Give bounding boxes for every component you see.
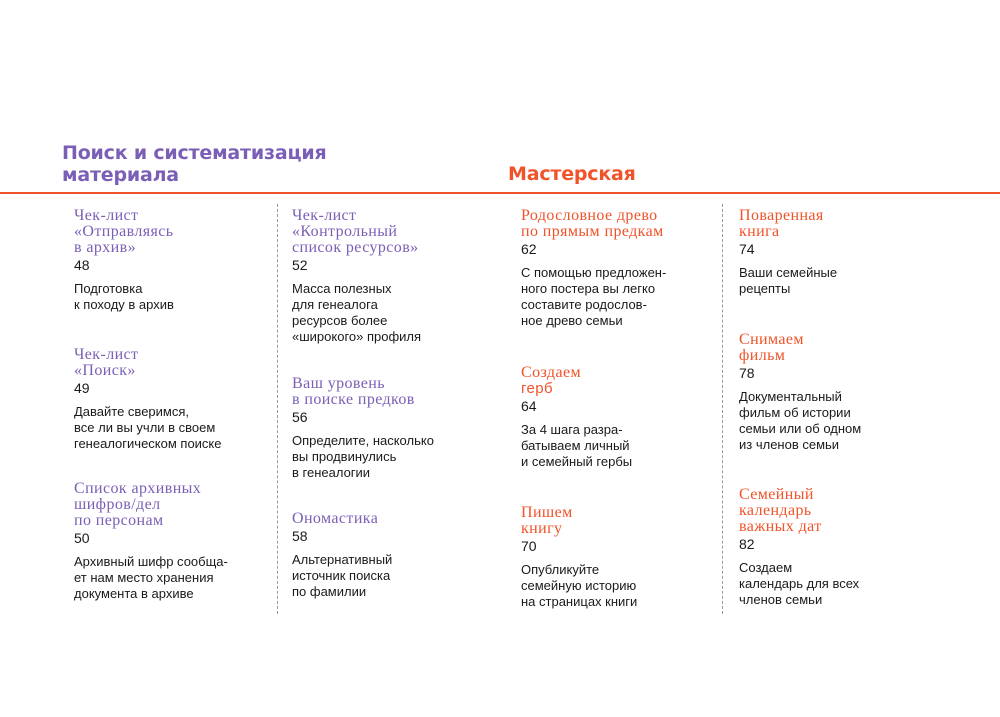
entry-page-number: 52 bbox=[292, 257, 308, 273]
entry-title: Пишем книгу bbox=[521, 504, 573, 537]
toc-entry[interactable] bbox=[739, 208, 934, 332]
entry-page-number: 49 bbox=[74, 380, 90, 396]
entry-page-number: 48 bbox=[74, 257, 90, 273]
entry-title: Поваренная книга bbox=[739, 207, 824, 240]
entry-description: Архивный шифр сообща- ет нам место хранения документа в архиве bbox=[74, 554, 228, 601]
toc-entry[interactable] bbox=[292, 511, 487, 600]
entry-page-number: 70 bbox=[521, 538, 537, 554]
entry-page-number: 50 bbox=[74, 530, 90, 546]
toc-entry[interactable] bbox=[739, 332, 934, 487]
entry-description: Масса полезных для генеалога ресурсов более «широкого» профиля bbox=[292, 281, 422, 344]
toc-entry[interactable] bbox=[521, 365, 716, 505]
entry-description: Альтернативный источник поиска по фамилии bbox=[292, 552, 393, 599]
entry-description: За 4 шага разра- батываем личный и семейный гербы bbox=[521, 422, 633, 469]
entry-title: Ваш уровень в поиске предков bbox=[292, 375, 415, 408]
entry-title: Снимаем фильм bbox=[739, 331, 804, 364]
entry-title: Список архивных шифров/дел по персонам bbox=[74, 480, 202, 529]
toc-entry[interactable] bbox=[74, 347, 269, 481]
entry-title: Создаем bbox=[521, 364, 581, 381]
toc-column-2 bbox=[292, 208, 487, 600]
section-title-workshop: Мастерская bbox=[508, 163, 636, 185]
column-separator bbox=[277, 204, 278, 614]
toc-column-3 bbox=[521, 208, 716, 610]
entry-description: Подготовка к походу в архив bbox=[74, 281, 174, 312]
entry-title: Чек-лист «Поиск» bbox=[74, 346, 139, 379]
entry-page-number: 74 bbox=[739, 241, 755, 257]
toc-entry[interactable] bbox=[739, 487, 934, 608]
entry-description: Опубликуйте семейную историю на страницах книги bbox=[521, 562, 638, 609]
entry-title: Ономастика bbox=[292, 510, 379, 527]
section-title-search: Поиск и систематизация материала bbox=[62, 142, 327, 186]
entry-page-number: 82 bbox=[739, 536, 755, 552]
toc-entry[interactable] bbox=[74, 208, 269, 347]
entry-description: Определите, насколько вы продвинулись в генеалогии bbox=[292, 433, 434, 480]
entry-page-number: 62 bbox=[521, 241, 537, 257]
entry-description: Создаем календарь для всех членов семьи bbox=[739, 560, 860, 607]
entry-page-number: 58 bbox=[292, 528, 308, 544]
entry-page-number: 56 bbox=[292, 409, 308, 425]
toc-column-4 bbox=[739, 208, 934, 608]
toc-entry[interactable] bbox=[292, 208, 487, 376]
entry-description: Ваши семейные рецепты bbox=[739, 265, 838, 296]
toc-entry[interactable] bbox=[292, 376, 487, 511]
toc-entry[interactable] bbox=[521, 505, 716, 610]
toc-entry[interactable] bbox=[74, 481, 269, 602]
entry-page-number: 78 bbox=[739, 365, 755, 381]
entry-title: Чек-лист «Контрольный список ресурсов» bbox=[292, 207, 419, 256]
toc-entry[interactable] bbox=[521, 208, 716, 365]
toc-column-1 bbox=[74, 208, 269, 602]
entry-title: Семейный календарь важных дат bbox=[739, 486, 822, 535]
entry-page-number: 64 bbox=[521, 398, 537, 414]
entry-description: Давайте сверимся, все ли вы учли в своем генеалогическом поиске bbox=[74, 404, 222, 451]
entry-title: Чек-лист «Отправляясь в архив» bbox=[74, 207, 174, 256]
entry-description: С помощью предложен- ного постера вы легко составите родослов- ное древо семьи bbox=[521, 265, 667, 328]
entry-title: Родословное древо по прямым предкам bbox=[521, 207, 664, 240]
section-divider bbox=[0, 192, 1000, 194]
entry-subtitle: герб bbox=[521, 380, 554, 397]
column-separator bbox=[722, 204, 723, 614]
entry-description: Документальный фильм об истории семьи или об одном из членов семьи bbox=[739, 389, 862, 452]
